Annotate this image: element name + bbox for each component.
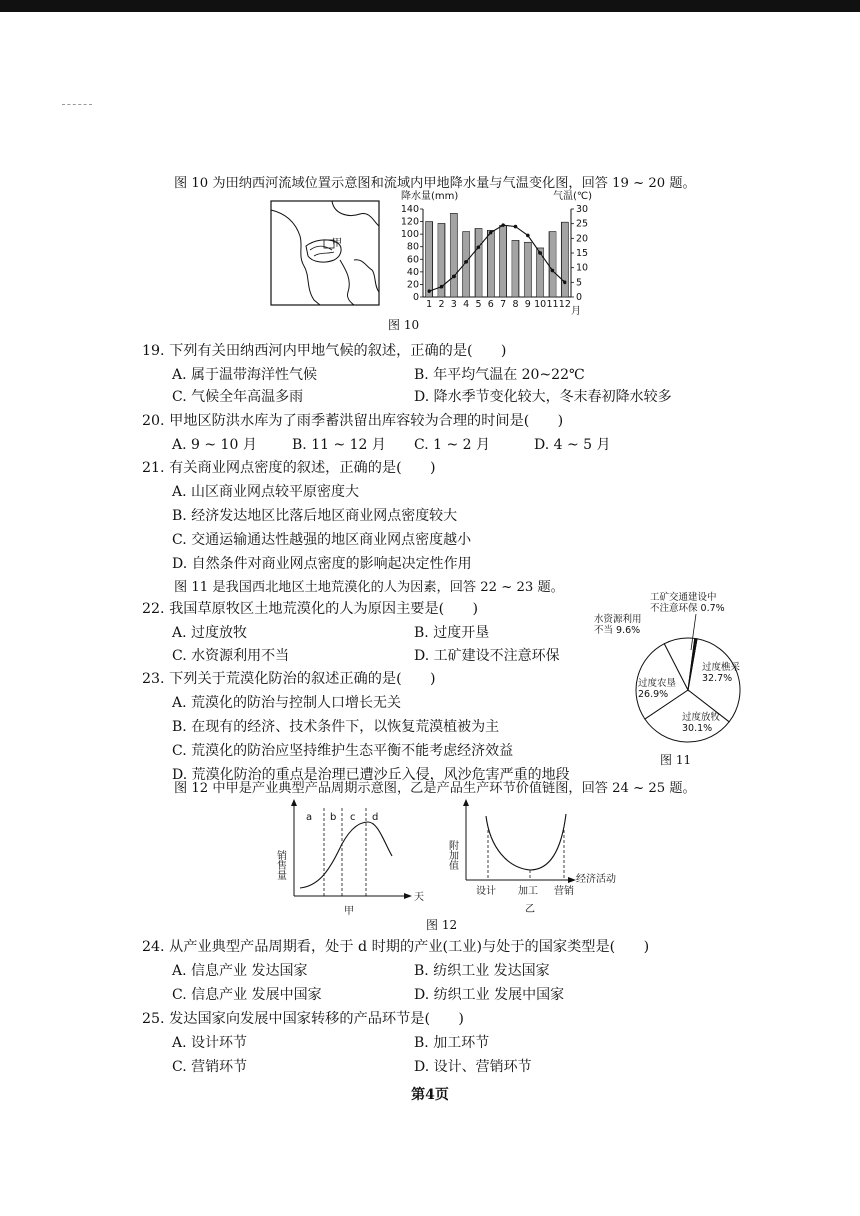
q19-option-c[interactable]: C. 气候全年高温多雨 [172, 389, 304, 405]
precip-bar-7 [500, 225, 507, 297]
q21-option-d[interactable]: D. 自然条件对商业网点密度的影响起决定性作用 [172, 556, 472, 572]
yi-xlabel: 经济活动 [576, 874, 616, 885]
precip-axis-label: 降水量(mm) [401, 191, 459, 202]
fig11-caption: 图 11 [660, 753, 692, 767]
q24-stem: 24. 从产业典型产品周期看，处于 d 时期的产业(工业)与处于的国家类型是( ) [142, 939, 650, 955]
q20-option-b[interactable]: B. 11 ~ 12 月 [292, 437, 386, 453]
q22-stem: 22. 我国草原牧区土地荒漠化的人为原因主要是( ) [142, 601, 479, 617]
temp-point-8 [514, 225, 518, 229]
q24-option-d[interactable]: D. 纺织工业 发展中国家 [414, 987, 565, 1003]
fig10-intro: 图 10 为田纳西河流域位置示意图和流域内甲地降水量与气温变化图，回答 19 ~ 20 题。 [174, 176, 696, 191]
precip-bar-10 [537, 248, 544, 297]
q23-option-a[interactable]: A. 荒漠化的防治与控制人口增长无关 [172, 695, 402, 711]
precip-bar-9 [524, 242, 531, 297]
jia-caption: 甲 [344, 906, 354, 917]
q19-option-d[interactable]: D. 降水季节变化较大，冬末春初降水较多 [414, 389, 672, 405]
pie-label-mining-2: 不注意环保 0.7% [650, 603, 725, 614]
pie-label-mining-1: 工矿交通建设中 [650, 592, 717, 603]
temp-line [429, 225, 565, 291]
value-chain-chart [446, 798, 640, 922]
scan-mark [62, 104, 92, 105]
phase-c: c [350, 812, 356, 823]
q20-option-a[interactable]: A. 9 ~ 10 月 [172, 437, 257, 453]
precip-bar-5 [475, 228, 482, 297]
q22-option-b[interactable]: B. 过度开垦 [414, 625, 490, 641]
precip-bar-12 [561, 222, 568, 297]
precip-tick-label: 120 [400, 216, 419, 228]
pie-label-farming-1: 过度农垦 [638, 678, 677, 689]
pie-label-grazing-2: 30.1% [682, 723, 713, 734]
yi-caption: 乙 [525, 904, 535, 915]
month-tick-10: 10 [534, 299, 547, 310]
temp-tick-label: 20 [576, 233, 589, 245]
month-tick-2: 2 [438, 299, 445, 310]
pie-label-water-2: 不当 9.6% [594, 625, 641, 636]
q21-option-a[interactable]: A. 山区商业网点较平原密度大 [172, 484, 360, 500]
page-number: 第4页 [411, 1087, 449, 1103]
fig12-caption: 图 12 [426, 918, 458, 932]
yi-tick-design: 设计 [476, 886, 496, 897]
q22-option-c[interactable]: C. 水资源利用不当 [172, 648, 290, 664]
jia-xlabel: 天 [414, 892, 424, 903]
q19-stem: 19. 下列有关田纳西河内甲地气候的叙述，正确的是( ) [142, 343, 507, 359]
pie-label-water-1: 水资源利用 [594, 614, 642, 625]
precip-tick-label: 20 [406, 279, 419, 291]
q20-option-c[interactable]: C. 1 ~ 2 月 [414, 437, 491, 453]
jia-ylabel: 销售量 [274, 850, 286, 880]
product-cycle-chart [274, 798, 428, 918]
temp-point-10 [538, 251, 542, 255]
pie-label-grazing-1: 过度放牧 [682, 712, 721, 723]
temp-tick-label: 0 [576, 292, 583, 303]
q22-option-d[interactable]: D. 工矿建设不注意环保 [414, 648, 560, 664]
q25-option-c[interactable]: C. 营销环节 [172, 1059, 248, 1075]
temp-point-6 [489, 231, 493, 235]
q21-option-b[interactable]: B. 经济发达地区比落后地区商业网点密度较大 [172, 508, 458, 524]
month-tick-6: 6 [487, 299, 494, 310]
fig12-intro: 图 12 中甲是产业典型产品周期示意图，乙是产品生产环节价值链图，回答 24 ~ 25 题。 [174, 781, 696, 796]
temp-point-1 [427, 289, 431, 293]
month-tick-12: 12 [558, 299, 571, 310]
q21-stem: 21. 有关商业网点密度的叙述，正确的是( ) [142, 460, 436, 476]
temp-point-3 [452, 275, 456, 279]
precip-tick-label: 60 [406, 254, 419, 266]
q20-stem: 20. 甲地区防洪水库为了雨季蓄洪留出库容较为合理的时间是( ) [142, 413, 564, 429]
scan-top-border [0, 0, 860, 12]
month-tick-1: 1 [426, 299, 433, 310]
temp-point-2 [440, 285, 444, 289]
temp-axis-label: 气温(℃) [553, 191, 593, 202]
climate-chart [395, 189, 595, 317]
q25-option-d[interactable]: D. 设计、营销环节 [414, 1059, 532, 1075]
yi-ylabel: 附加值 [446, 840, 458, 870]
month-tick-9: 9 [524, 299, 531, 310]
temp-point-7 [501, 223, 505, 227]
q23-stem: 23. 下列关于荒漠化防治的叙述正确的是( ) [142, 671, 436, 687]
month-tick-4: 4 [463, 299, 470, 310]
phase-b: b [330, 812, 337, 823]
q22-option-a[interactable]: A. 过度放牧 [172, 625, 248, 641]
temp-point-11 [551, 269, 555, 273]
month-tick-3: 3 [450, 299, 457, 310]
yi-tick-process: 加工 [518, 886, 538, 897]
phase-d: d [372, 812, 379, 823]
q23-option-d[interactable]: D. 荒漠化防治的重点是治理已遭沙丘入侵，风沙危害严重的地段 [172, 767, 570, 783]
pie-label-firewood-2: 32.7% [702, 673, 733, 684]
q21-option-c[interactable]: C. 交通运输通达性越强的地区商业网点密度越小 [172, 532, 472, 548]
q24-option-c[interactable]: C. 信息产业 发展中国家 [172, 987, 322, 1003]
q25-stem: 25. 发达国家向发展中国家转移的产品环节是( ) [142, 1011, 464, 1027]
map-label-jia: 甲 [332, 238, 342, 249]
temp-tick-label: 30 [576, 204, 589, 215]
precip-tick-label: 80 [406, 241, 419, 253]
precip-tick-label: 0 [412, 292, 419, 303]
precip-tick-label: 140 [400, 204, 419, 215]
precip-tick-label: 40 [406, 266, 419, 278]
precip-bar-8 [512, 240, 519, 297]
q23-option-b[interactable]: B. 在现有的经济、技术条件下，以恢复荒漠植被为主 [172, 719, 500, 735]
temp-tick-label: 5 [576, 277, 583, 289]
q24-option-b[interactable]: B. 纺织工业 发达国家 [414, 963, 550, 979]
yi-tick-marketing: 营销 [554, 886, 574, 897]
precip-bar-3 [450, 213, 457, 297]
month-tick-11: 11 [546, 299, 559, 310]
phase-a: a [306, 812, 313, 823]
precip-bar-11 [549, 232, 556, 297]
month-tick-8: 8 [512, 299, 519, 310]
q25-option-b[interactable]: B. 加工环节 [414, 1035, 490, 1051]
q19-option-a[interactable]: A. 属于温带海洋性气候 [172, 367, 318, 383]
pie-label-farming-2: 26.9% [638, 689, 669, 700]
temp-tick-label: 15 [576, 248, 589, 259]
fig10-caption: 图 10 [388, 318, 420, 332]
month-tick-7: 7 [500, 299, 507, 310]
temp-point-4 [464, 260, 468, 264]
q24-option-a[interactable]: A. 信息产业 发达国家 [172, 963, 308, 979]
temp-point-5 [477, 245, 481, 249]
temp-point-12 [563, 281, 567, 285]
pie-label-firewood-1: 过度樵采 [702, 662, 741, 673]
q19-option-b[interactable]: B. 年平均气温在 20~22℃ [414, 367, 585, 383]
q25-option-a[interactable]: A. 设计环节 [172, 1035, 248, 1051]
q20-option-d[interactable]: D. 4 ~ 5 月 [534, 437, 611, 453]
desertification-pie-chart [588, 590, 760, 754]
precip-bar-1 [426, 222, 433, 297]
temp-point-9 [526, 234, 530, 238]
precip-tick-label: 100 [400, 229, 419, 241]
temp-tick-label: 25 [576, 218, 589, 230]
q23-option-c[interactable]: C. 荒漠化的防治应坚持维护生态平衡不能考虑经济效益 [172, 743, 514, 759]
tennessee-river-map [270, 200, 380, 306]
fig11-intro: 图 11 是我国西北地区土地荒漠化的人为因素，回答 22 ~ 23 题。 [174, 580, 564, 595]
temp-tick-label: 10 [576, 262, 589, 274]
month-unit-label: 月 [571, 306, 581, 317]
precip-bar-6 [487, 230, 494, 297]
month-tick-5: 5 [475, 299, 482, 310]
